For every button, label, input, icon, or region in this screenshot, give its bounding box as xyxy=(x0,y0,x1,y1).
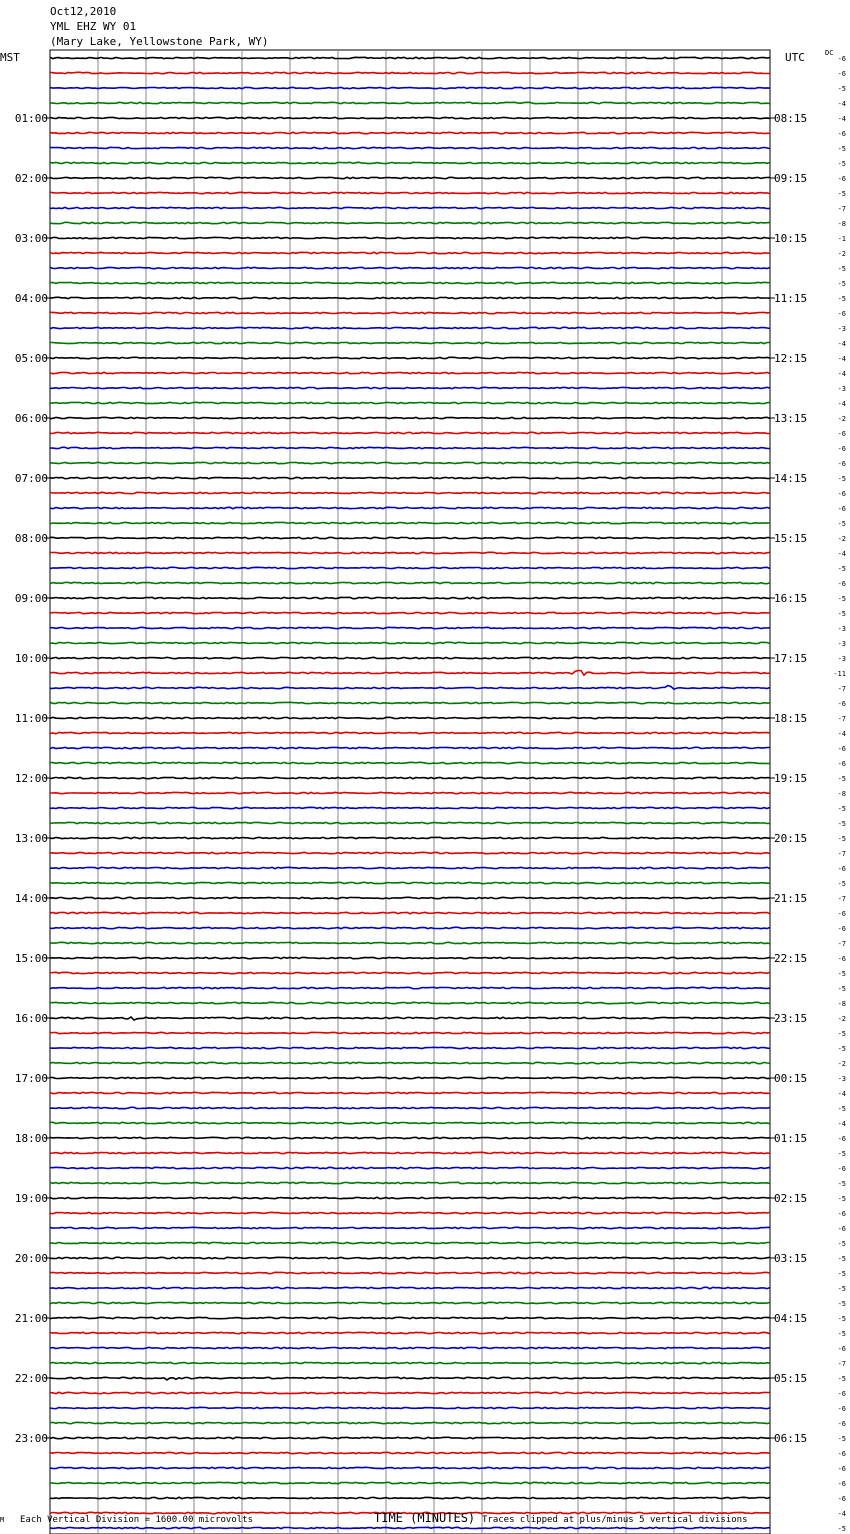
trace-row xyxy=(50,1017,770,1020)
dc-offset-label: -5 xyxy=(837,1330,846,1338)
dc-offset-label: -5 xyxy=(837,1285,846,1293)
trace-row xyxy=(50,162,770,163)
left-hour-label: 22:00 xyxy=(14,1372,48,1385)
station-code: YML EHZ WY 01 xyxy=(50,20,137,33)
trace-row xyxy=(50,1242,770,1243)
trace-row xyxy=(50,342,770,343)
trace-row xyxy=(50,792,770,793)
left-hour-label: 16:00 xyxy=(14,1012,48,1025)
right-hour-label: 19:15 xyxy=(774,772,808,785)
dc-offset-label: -5 xyxy=(837,145,846,153)
trace-row xyxy=(50,1137,770,1138)
dc-offset-label: -2 xyxy=(837,250,846,258)
dc-offset-label: -2 xyxy=(837,535,846,543)
dc-offset-label: -5 xyxy=(837,1525,846,1533)
left-hour-label: 01:00 xyxy=(14,112,48,125)
trace-row xyxy=(50,927,770,928)
trace-row xyxy=(50,582,770,583)
trace-row xyxy=(50,372,770,373)
right-hour-label: 08:15 xyxy=(774,112,808,125)
dc-offset-label: -5 xyxy=(837,265,846,273)
trace-row xyxy=(50,312,770,313)
dc-offset-label: -5 xyxy=(837,595,846,603)
trace-row xyxy=(50,882,770,883)
dc-offset-label: -4 xyxy=(837,340,846,348)
trace-row xyxy=(50,732,770,733)
trace-row xyxy=(50,357,770,358)
left-hour-label: 04:00 xyxy=(14,292,48,305)
trace-row xyxy=(50,1092,770,1093)
trace-row xyxy=(50,657,770,658)
dc-offset-label: -6 xyxy=(837,1450,846,1458)
right-hour-label: 00:15 xyxy=(774,1072,808,1085)
dc-offset-label: -6 xyxy=(837,175,846,183)
trace-row xyxy=(50,987,770,988)
trace-row xyxy=(50,1482,770,1483)
trace-row xyxy=(50,117,770,118)
right-hour-label: 02:15 xyxy=(774,1192,808,1205)
right-hour-label: 10:15 xyxy=(774,232,808,245)
trace-row xyxy=(50,1062,770,1063)
dc-offset-label: -5 xyxy=(837,1255,846,1263)
trace-row xyxy=(50,1437,770,1438)
trace-row xyxy=(50,1422,770,1423)
dc-offset-label: -8 xyxy=(837,220,846,228)
trace-row xyxy=(50,432,770,433)
left-hour-label: 21:00 xyxy=(14,1312,48,1325)
right-timezone-label: UTC xyxy=(785,51,805,64)
dc-offset-label: -6 xyxy=(837,1165,846,1173)
dc-offset-label: -5 xyxy=(837,295,846,303)
dc-offset-label: -6 xyxy=(837,445,846,453)
trace-row xyxy=(50,132,770,133)
dc-offset-label: -5 xyxy=(837,1105,846,1113)
right-hour-label: 17:15 xyxy=(774,652,808,665)
right-hour-label: 22:15 xyxy=(774,952,808,965)
trace-row xyxy=(50,972,770,973)
trace-row xyxy=(50,686,770,690)
right-hour-label: 16:15 xyxy=(774,592,808,605)
trace-row xyxy=(50,837,770,838)
dc-offset-label: -6 xyxy=(837,745,846,753)
trace-row xyxy=(50,867,770,868)
trace-row xyxy=(50,507,770,508)
dc-label: DC xyxy=(825,49,834,57)
dc-offset-label: -4 xyxy=(837,550,846,558)
dc-offset-label: -7 xyxy=(837,850,846,858)
left-hour-label: 05:00 xyxy=(14,352,48,365)
trace-row xyxy=(50,597,770,598)
trace-row xyxy=(50,87,770,88)
dc-offset-label: -3 xyxy=(837,625,846,633)
dc-offset-label: -5 xyxy=(837,1270,846,1278)
right-hour-label: 12:15 xyxy=(774,352,808,365)
trace-row xyxy=(50,1032,770,1033)
trace-row xyxy=(50,1152,770,1153)
trace-row xyxy=(50,282,770,283)
left-hour-label: 03:00 xyxy=(14,232,48,245)
dc-offset-label: -4 xyxy=(837,1090,846,1098)
left-hour-label: 19:00 xyxy=(14,1192,48,1205)
trace-row xyxy=(50,747,770,748)
trace-row xyxy=(50,627,770,628)
dc-offset-label: -4 xyxy=(837,355,846,363)
trace-row xyxy=(50,207,770,208)
left-hour-label: 23:00 xyxy=(14,1432,48,1445)
dc-offset-label: -6 xyxy=(837,1495,846,1503)
right-hour-label: 23:15 xyxy=(774,1012,808,1025)
dc-offset-label: -5 xyxy=(837,565,846,573)
trace-row xyxy=(50,477,770,478)
right-hour-label: 14:15 xyxy=(774,472,808,485)
dc-offset-label: -8 xyxy=(837,790,846,798)
trace-row xyxy=(50,807,770,808)
right-hour-label: 15:15 xyxy=(774,532,808,545)
left-hour-label: 18:00 xyxy=(14,1132,48,1145)
trace-row xyxy=(50,1107,770,1108)
right-hour-label: 11:15 xyxy=(774,292,808,305)
trace-row xyxy=(50,1317,770,1318)
dc-offset-label: -5 xyxy=(837,1375,846,1383)
dc-offset-label: -5 xyxy=(837,520,846,528)
trace-row xyxy=(50,1212,770,1213)
right-hour-label: 04:15 xyxy=(774,1312,808,1325)
dc-offset-label: -6 xyxy=(837,1390,846,1398)
dc-offset-label: -6 xyxy=(837,1135,846,1143)
dc-offset-label: -6 xyxy=(837,1465,846,1473)
left-hour-label: 20:00 xyxy=(14,1252,48,1265)
trace-row xyxy=(50,897,770,898)
dc-offset-label: -5 xyxy=(837,85,846,93)
trace-row xyxy=(50,252,770,253)
dc-offset-label: -5 xyxy=(837,1045,846,1053)
dc-offset-label: -6 xyxy=(837,130,846,138)
trace-row xyxy=(50,237,770,238)
trace-row xyxy=(50,1527,770,1528)
dc-offset-label: -5 xyxy=(837,1300,846,1308)
left-hour-label: 09:00 xyxy=(14,592,48,605)
station-location: (Mary Lake, Yellowstone Park, WY) xyxy=(50,35,269,48)
trace-row xyxy=(50,942,770,943)
scale-note: Each Vertical Division = 1600.00 microvolts xyxy=(20,1515,253,1525)
dc-offset-label: -6 xyxy=(837,580,846,588)
dc-offset-label: -5 xyxy=(837,1180,846,1188)
dc-offset-label: -6 xyxy=(837,760,846,768)
trace-row xyxy=(50,537,770,538)
dc-offset-label: -5 xyxy=(837,1435,846,1443)
right-hour-label: 21:15 xyxy=(774,892,808,905)
trace-row xyxy=(50,702,770,703)
dc-offset-label: -5 xyxy=(837,1315,846,1323)
trace-row xyxy=(50,1287,770,1288)
dc-offset-label: -1 xyxy=(837,235,846,243)
right-hour-label: 20:15 xyxy=(774,832,808,845)
trace-row xyxy=(50,957,770,958)
trace-row xyxy=(50,1167,770,1168)
trace-row xyxy=(50,717,770,718)
left-hour-label: 07:00 xyxy=(14,472,48,485)
left-hour-label: 13:00 xyxy=(14,832,48,845)
dc-offset-label: -4 xyxy=(837,1510,846,1518)
dc-offset-label: -7 xyxy=(837,940,846,948)
left-hour-label: 11:00 xyxy=(14,712,48,725)
dc-offset-label: -4 xyxy=(837,100,846,108)
dc-offset-label: -7 xyxy=(837,1360,846,1368)
dc-offset-label: -5 xyxy=(837,160,846,168)
trace-row xyxy=(50,402,770,403)
dc-offset-label: -2 xyxy=(837,1060,846,1068)
dc-offset-label: -6 xyxy=(837,1225,846,1233)
dc-offset-label: -3 xyxy=(837,1075,846,1083)
clip-note: Traces clipped at plus/minus 5 vertical divisions xyxy=(482,1515,748,1525)
trace-row xyxy=(50,1392,770,1393)
trace-row xyxy=(50,1362,770,1363)
dc-offset-label: -6 xyxy=(837,955,846,963)
trace-row xyxy=(50,1302,770,1303)
trace-row xyxy=(50,417,770,418)
dc-offset-label: -5 xyxy=(837,1150,846,1158)
dc-offset-label: -6 xyxy=(837,430,846,438)
left-hour-label: 08:00 xyxy=(14,532,48,545)
trace-row xyxy=(50,671,770,676)
dc-offset-label: -5 xyxy=(837,805,846,813)
dc-offset-label: -6 xyxy=(837,865,846,873)
dc-offset-label: -5 xyxy=(837,610,846,618)
right-hour-label: 01:15 xyxy=(774,1132,808,1145)
trace-row xyxy=(50,1452,770,1453)
trace-row xyxy=(50,612,770,613)
plot-date: Oct12,2010 xyxy=(50,5,117,18)
trace-row xyxy=(50,102,770,103)
dc-offset-label: -6 xyxy=(837,910,846,918)
trace-row xyxy=(50,1197,770,1198)
dc-offset-label: -4 xyxy=(837,370,846,378)
dc-offset-label: -2 xyxy=(837,1015,846,1023)
dc-offset-label: -5 xyxy=(837,1030,846,1038)
trace-row xyxy=(50,567,770,568)
trace-row xyxy=(50,762,770,763)
dc-offset-label: -3 xyxy=(837,640,846,648)
left-hour-label: 12:00 xyxy=(14,772,48,785)
dc-offset-label: -7 xyxy=(837,685,846,693)
trace-row xyxy=(50,552,770,553)
dc-offset-label: -5 xyxy=(837,1240,846,1248)
dc-offset-label: -6 xyxy=(837,460,846,468)
dc-offset-label: -3 xyxy=(837,385,846,393)
trace-row xyxy=(50,1407,770,1408)
dc-offset-label: -8 xyxy=(837,1000,846,1008)
trace-row xyxy=(50,642,770,643)
left-hour-label: 02:00 xyxy=(14,172,48,185)
corner-mark: M xyxy=(0,1516,5,1524)
trace-row xyxy=(50,912,770,913)
trace-row xyxy=(50,1347,770,1348)
trace-row xyxy=(50,192,770,193)
dc-offset-label: -6 xyxy=(837,700,846,708)
left-hour-label: 06:00 xyxy=(14,412,48,425)
trace-row xyxy=(50,1332,770,1333)
dc-offset-label: -5 xyxy=(837,820,846,828)
dc-offset-label: -5 xyxy=(837,1195,846,1203)
trace-row xyxy=(50,1497,770,1498)
dc-offset-label: -6 xyxy=(837,1210,846,1218)
dc-offset-label: -7 xyxy=(837,895,846,903)
dc-offset-label: -4 xyxy=(837,1120,846,1128)
trace-row xyxy=(50,447,770,448)
trace-row xyxy=(50,822,770,823)
dc-offset-label: -7 xyxy=(837,205,846,213)
dc-offset-label: -5 xyxy=(837,775,846,783)
dc-offset-label: -3 xyxy=(837,325,846,333)
x-axis-title: TIME (MINUTES) xyxy=(374,1511,476,1525)
dc-offset-label: -6 xyxy=(837,505,846,513)
right-hour-label: 18:15 xyxy=(774,712,808,725)
dc-offset-label: -4 xyxy=(837,400,846,408)
trace-row xyxy=(50,1077,770,1078)
trace-row xyxy=(50,777,770,778)
dc-offset-label: -4 xyxy=(837,115,846,123)
trace-row xyxy=(50,327,770,328)
dc-offset-label: -6 xyxy=(837,55,846,63)
dc-offset-label: -6 xyxy=(837,490,846,498)
dc-offset-label: -6 xyxy=(837,310,846,318)
dc-offset-label: -11 xyxy=(833,670,846,678)
trace-row xyxy=(50,852,770,853)
trace-row xyxy=(50,1182,770,1183)
trace-row xyxy=(50,522,770,523)
trace-row xyxy=(50,492,770,493)
right-hour-label: 09:15 xyxy=(774,172,808,185)
right-hour-label: 13:15 xyxy=(774,412,808,425)
left-hour-label: 17:00 xyxy=(14,1072,48,1085)
trace-row xyxy=(50,267,770,268)
trace-row xyxy=(50,147,770,148)
trace-row xyxy=(50,1002,770,1003)
trace-row xyxy=(50,462,770,463)
dc-offset-label: -3 xyxy=(837,655,846,663)
right-hour-label: 03:15 xyxy=(774,1252,808,1265)
right-hour-label: 05:15 xyxy=(774,1372,808,1385)
dc-offset-label: -4 xyxy=(837,730,846,738)
trace-row xyxy=(50,1122,770,1123)
dc-offset-label: -6 xyxy=(837,1420,846,1428)
dc-offset-label: -6 xyxy=(837,1480,846,1488)
dc-offset-label: -5 xyxy=(837,880,846,888)
trace-row xyxy=(50,1257,770,1258)
trace-row xyxy=(50,1272,770,1273)
trace-row xyxy=(50,387,770,388)
left-hour-label: 15:00 xyxy=(14,952,48,965)
dc-offset-label: -6 xyxy=(837,1405,846,1413)
trace-row xyxy=(50,1377,770,1380)
trace-row xyxy=(50,177,770,178)
dc-offset-label: -5 xyxy=(837,970,846,978)
trace-row xyxy=(50,1227,770,1228)
dc-offset-label: -5 xyxy=(837,985,846,993)
trace-row xyxy=(50,1467,770,1468)
trace-row xyxy=(50,222,770,223)
dc-offset-label: -6 xyxy=(837,1345,846,1353)
trace-row xyxy=(50,57,770,58)
dc-offset-label: -2 xyxy=(837,415,846,423)
dc-offset-label: -7 xyxy=(837,715,846,723)
trace-row xyxy=(50,72,770,73)
dc-offset-label: -5 xyxy=(837,190,846,198)
left-hour-label: 14:00 xyxy=(14,892,48,905)
left-hour-label: 10:00 xyxy=(14,652,48,665)
dc-offset-label: -5 xyxy=(837,835,846,843)
trace-row xyxy=(50,297,770,298)
dc-offset-label: -6 xyxy=(837,70,846,78)
trace-row xyxy=(50,1047,770,1048)
dc-offset-label: -6 xyxy=(837,925,846,933)
left-timezone-label: MST xyxy=(0,51,20,64)
dc-offset-label: -5 xyxy=(837,280,846,288)
right-hour-label: 06:15 xyxy=(774,1432,808,1445)
dc-offset-label: -5 xyxy=(837,475,846,483)
